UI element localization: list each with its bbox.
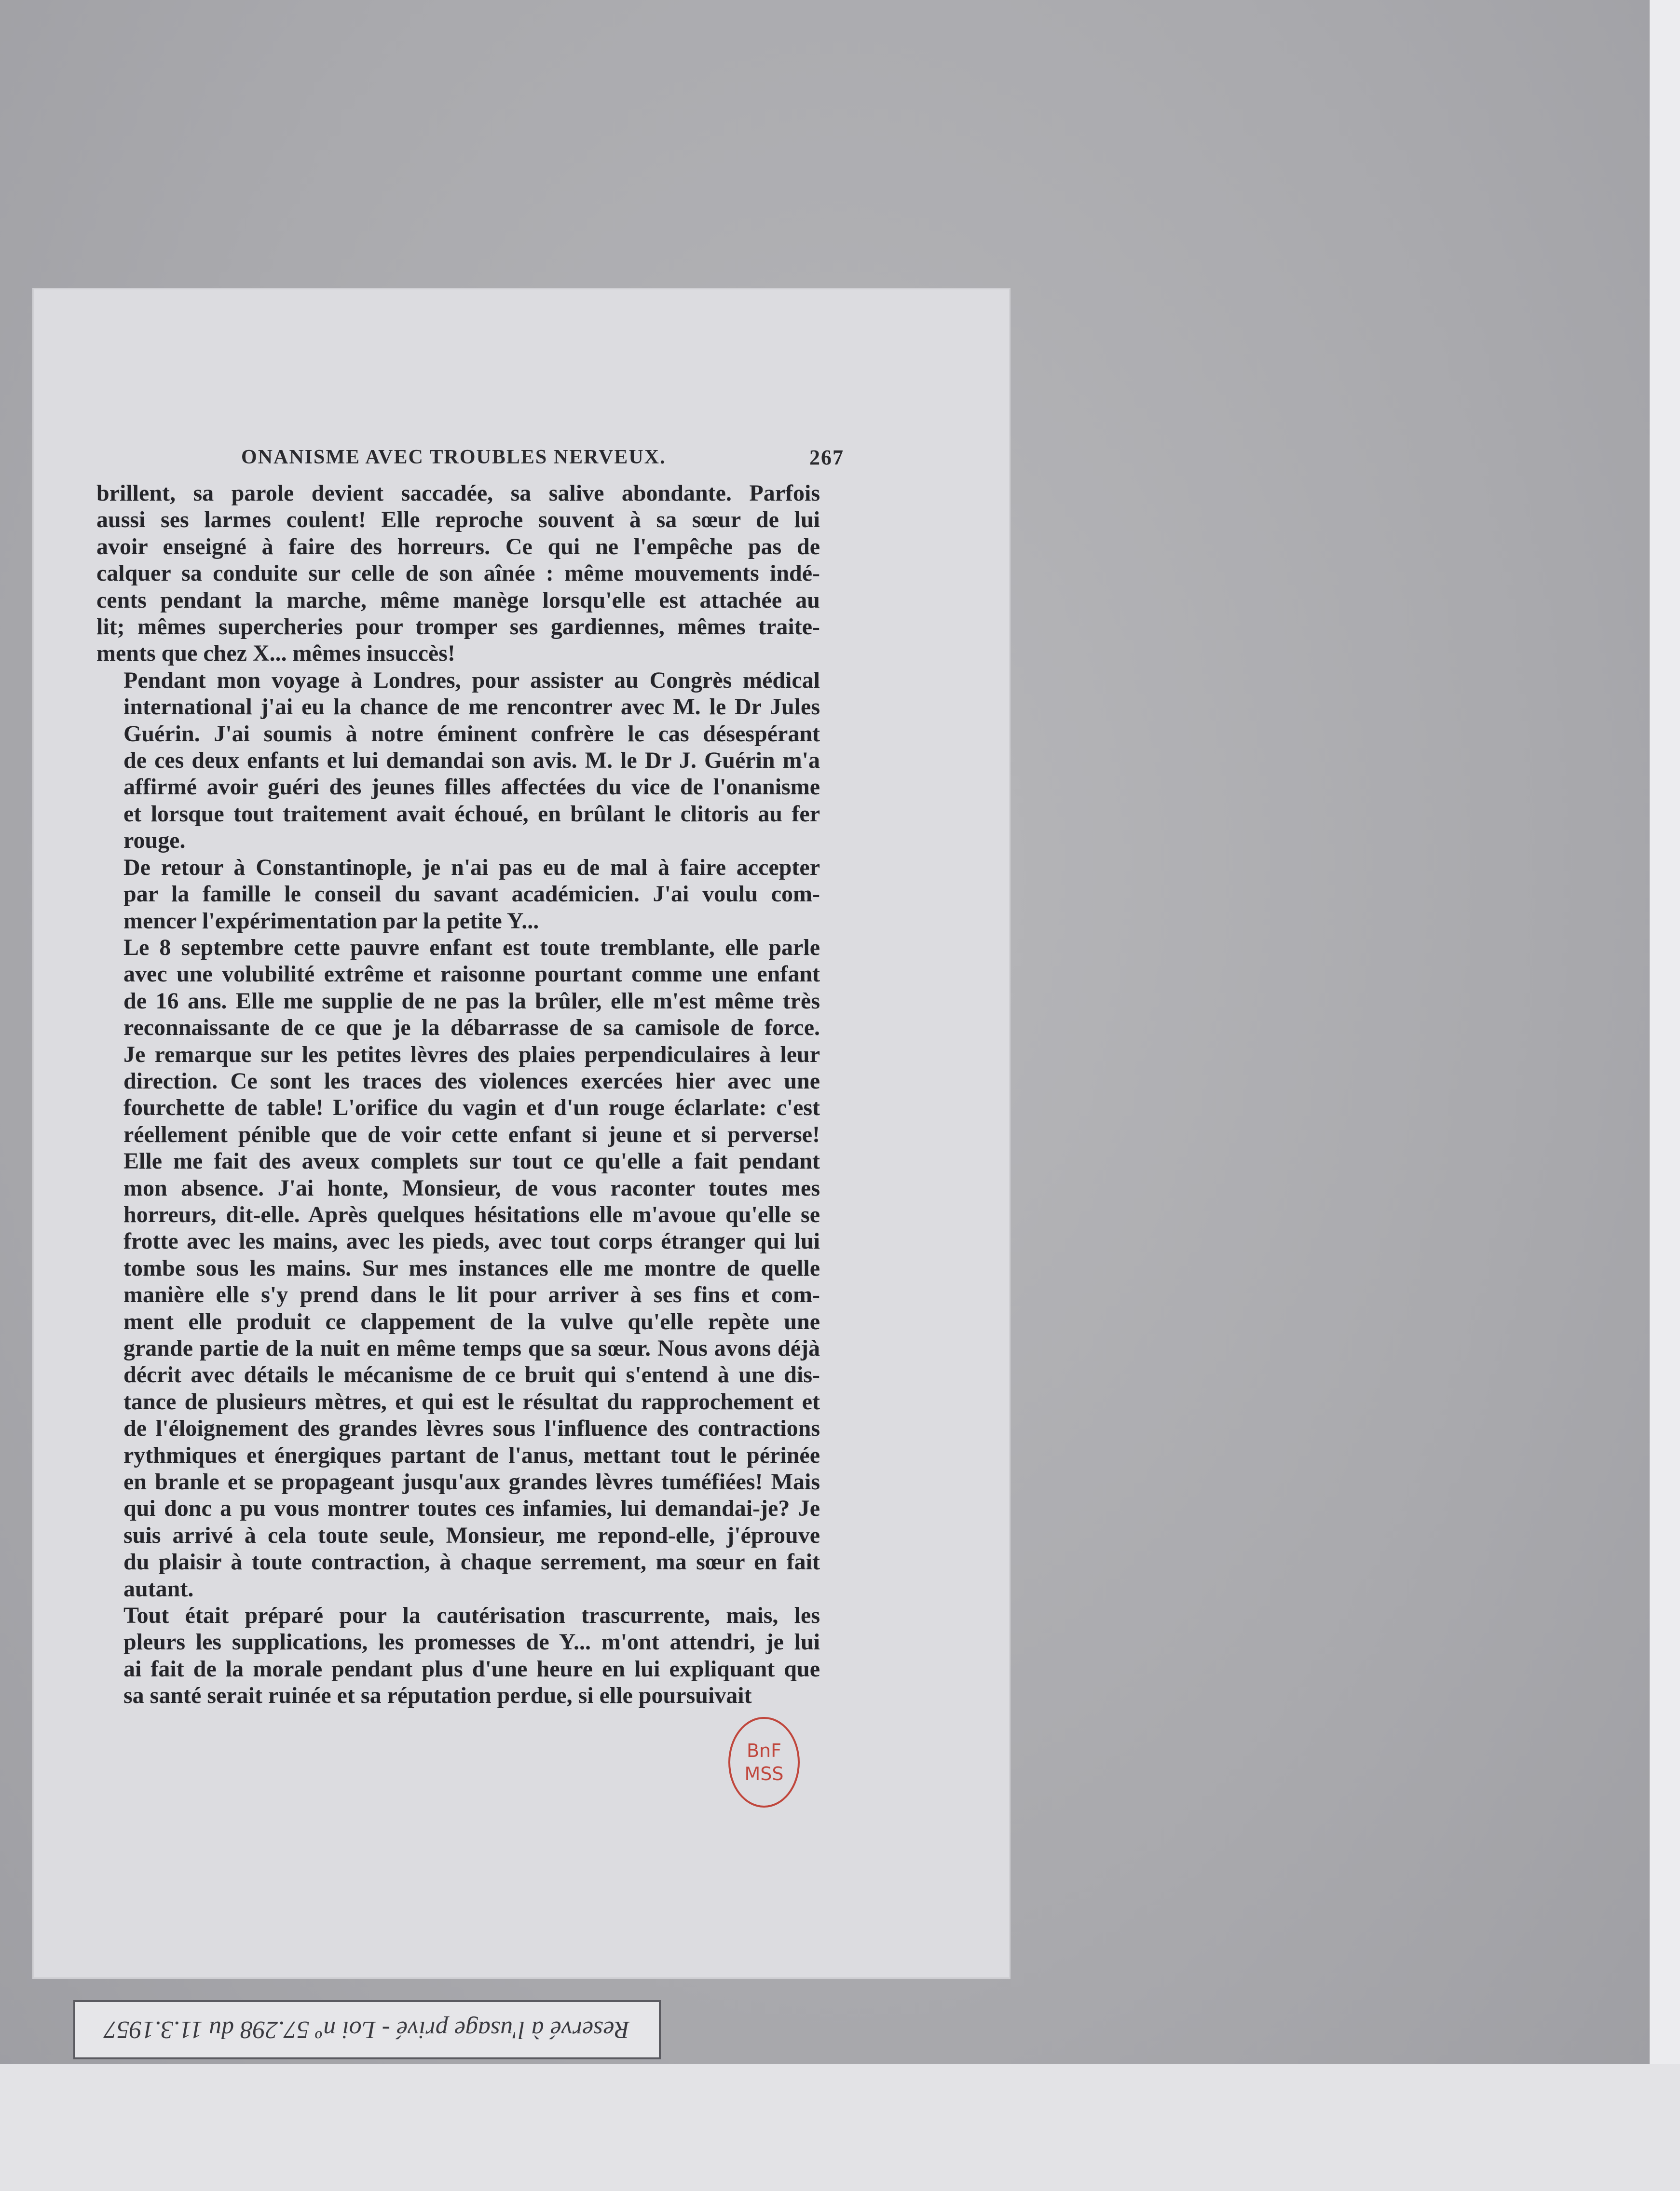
rights-label-text: Reservé à l'usage privé - Loi nº 57.298 du 11.3.1957	[104, 2016, 630, 2043]
bnf-mss-stamp	[728, 1717, 800, 1808]
text-line: par la famille le conseil du savant académicien. J'ai voulu com-	[123, 881, 820, 907]
text-line: du plaisir à toute contraction, à chaque serrement, ma sœur en fait	[123, 1549, 820, 1575]
text-line: cents pendant la marche, même manège lorsqu'elle est attachée au	[96, 587, 820, 613]
text-line: mon absence. J'ai honte, Monsieur, de vous raconter toutes mes	[123, 1175, 820, 1201]
text-line: réellement pénible que de voir cette enfant si jeune et si perverse!	[123, 1121, 820, 1147]
mount-edge-right	[1650, 0, 1680, 2191]
text-line: brillent, sa parole devient saccadée, sa salive abondante. Parfois	[96, 480, 820, 506]
page-number: 267	[809, 445, 844, 469]
rights-label	[73, 2000, 661, 2059]
paragraph	[96, 934, 820, 1602]
text-line: rouge.	[123, 828, 186, 854]
text-line: suis arrivé à cela toute seule, Monsieur, me repond-elle, j'éprouve	[123, 1522, 820, 1548]
text-line: lit; mêmes supercheries pour tromper ses gardiennes, mêmes traite-	[96, 614, 820, 640]
text-line: décrit avec détails le mécanisme de ce bruit qui s'entend à une dis-	[123, 1362, 820, 1388]
text-line: Tout était préparé pour la cautérisation trascurrente, mais, les	[123, 1603, 820, 1629]
text-line: international j'ai eu la chance de me rencontrer avec M. le Dr Jules	[123, 694, 820, 720]
text-line: ai fait de la morale pendant plus d'une heure en lui expliquant que	[123, 1656, 820, 1682]
text-line: direction. Ce sont les traces des violences exercées hier avec une	[123, 1068, 820, 1094]
body-text	[96, 480, 820, 1709]
text-line: mencer l'expérimentation par la petite Y...	[123, 908, 539, 934]
text-line: Je remarque sur les petites lèvres des plaies perpendiculaires à leur	[123, 1041, 820, 1067]
running-title: ONANISME AVEC TROUBLES NERVEUX.	[241, 446, 666, 468]
text-line: avoir enseigné à faire des horreurs. Ce qui ne l'empêche pas de	[96, 533, 820, 559]
text-line: de 16 ans. Elle me supplie de ne pas la brûler, elle m'est même très	[123, 988, 820, 1014]
text-line: de ces deux enfants et lui demandai son avis. M. le Dr J. Guérin m'a	[123, 748, 820, 774]
text-line: De retour à Constantinople, je n'ai pas eu de mal à faire accepter	[123, 854, 820, 880]
text-line: avec une volubilité extrême et raisonne pourtant comme une enfant	[123, 961, 820, 987]
text-line: Guérin. J'ai soumis à notre éminent confrère le cas désespérant	[123, 721, 820, 747]
text-line: autant.	[123, 1576, 194, 1602]
text-line: tombe sous les mains. Sur mes instances elle me montre de quelle	[123, 1255, 820, 1281]
text-line: Pendant mon voyage à Londres, pour assister au Congrès médical	[123, 667, 820, 693]
text-line: manière elle s'y prend dans le lit pour arriver à ses fins et com-	[123, 1282, 820, 1308]
text-line: pleurs les supplications, les promesses de Y... m'ont attendri, je lui	[123, 1629, 820, 1655]
text-line: Elle me fait des aveux complets sur tout ce qu'elle a fait pendant	[123, 1148, 820, 1174]
text-line: calquer sa conduite sur celle de son aînée : même mouvements indé-	[96, 560, 820, 586]
text-line: de l'éloignement des grandes lèvres sous l'influence des contractions	[123, 1415, 820, 1442]
text-line: en branle et se propageant jusqu'aux grandes lèvres tuméfiées! Mais	[123, 1469, 820, 1495]
paragraph	[96, 1602, 820, 1709]
stamp-line-1: BnF	[746, 1740, 781, 1761]
paragraph	[96, 480, 820, 667]
text-line: tance de plusieurs mètres, et qui est le résultat du rapprochement et	[123, 1388, 820, 1415]
book-page	[34, 289, 1009, 1977]
text-line: sa santé serait ruinée et sa réputation perdue, si elle poursuivait	[123, 1683, 752, 1709]
text-line: qui donc a pu vous montrer toutes ces infamies, lui demandai-je? Je	[123, 1496, 820, 1522]
running-head	[241, 438, 844, 476]
text-line: ment elle produit ce clappement de la vulve qu'elle repète une	[123, 1308, 820, 1334]
text-line: horreurs, dit-elle. Après quelques hésitations elle m'avoue qu'elle se	[123, 1201, 820, 1227]
text-line: frotte avec les mains, avec les pieds, avec tout corps étranger qui lui	[123, 1228, 820, 1254]
mount-edge-bottom	[0, 2064, 1680, 2191]
text-line: affirmé avoir guéri des jeunes filles affectées du vice de l'onanisme	[123, 774, 820, 800]
text-line: aussi ses larmes coulent! Elle reproche souvent à sa sœur de lui	[96, 507, 820, 533]
stamp-line-2: MSS	[744, 1763, 784, 1784]
text-line: rythmiques et énergiques partant de l'anus, mettant tout le périnée	[123, 1442, 820, 1468]
text-line: ments que chez X... mêmes insuccès!	[96, 640, 455, 667]
text-line: grande partie de la nuit en même temps que sa sœur. Nous avons déjà	[123, 1335, 820, 1361]
text-line: et lorsque tout traitement avait échoué, en brûlant le clitoris au fer	[123, 801, 820, 827]
paragraph	[96, 667, 820, 854]
paragraph	[96, 854, 820, 934]
text-line: reconnaissante de ce que je la débarrasse de sa camisole de force.	[123, 1015, 820, 1041]
text-line: Le 8 septembre cette pauvre enfant est toute tremblante, elle parle	[123, 934, 820, 960]
text-line: fourchette de table! L'orifice du vagin et d'un rouge éclarlate: c'est	[123, 1095, 820, 1121]
